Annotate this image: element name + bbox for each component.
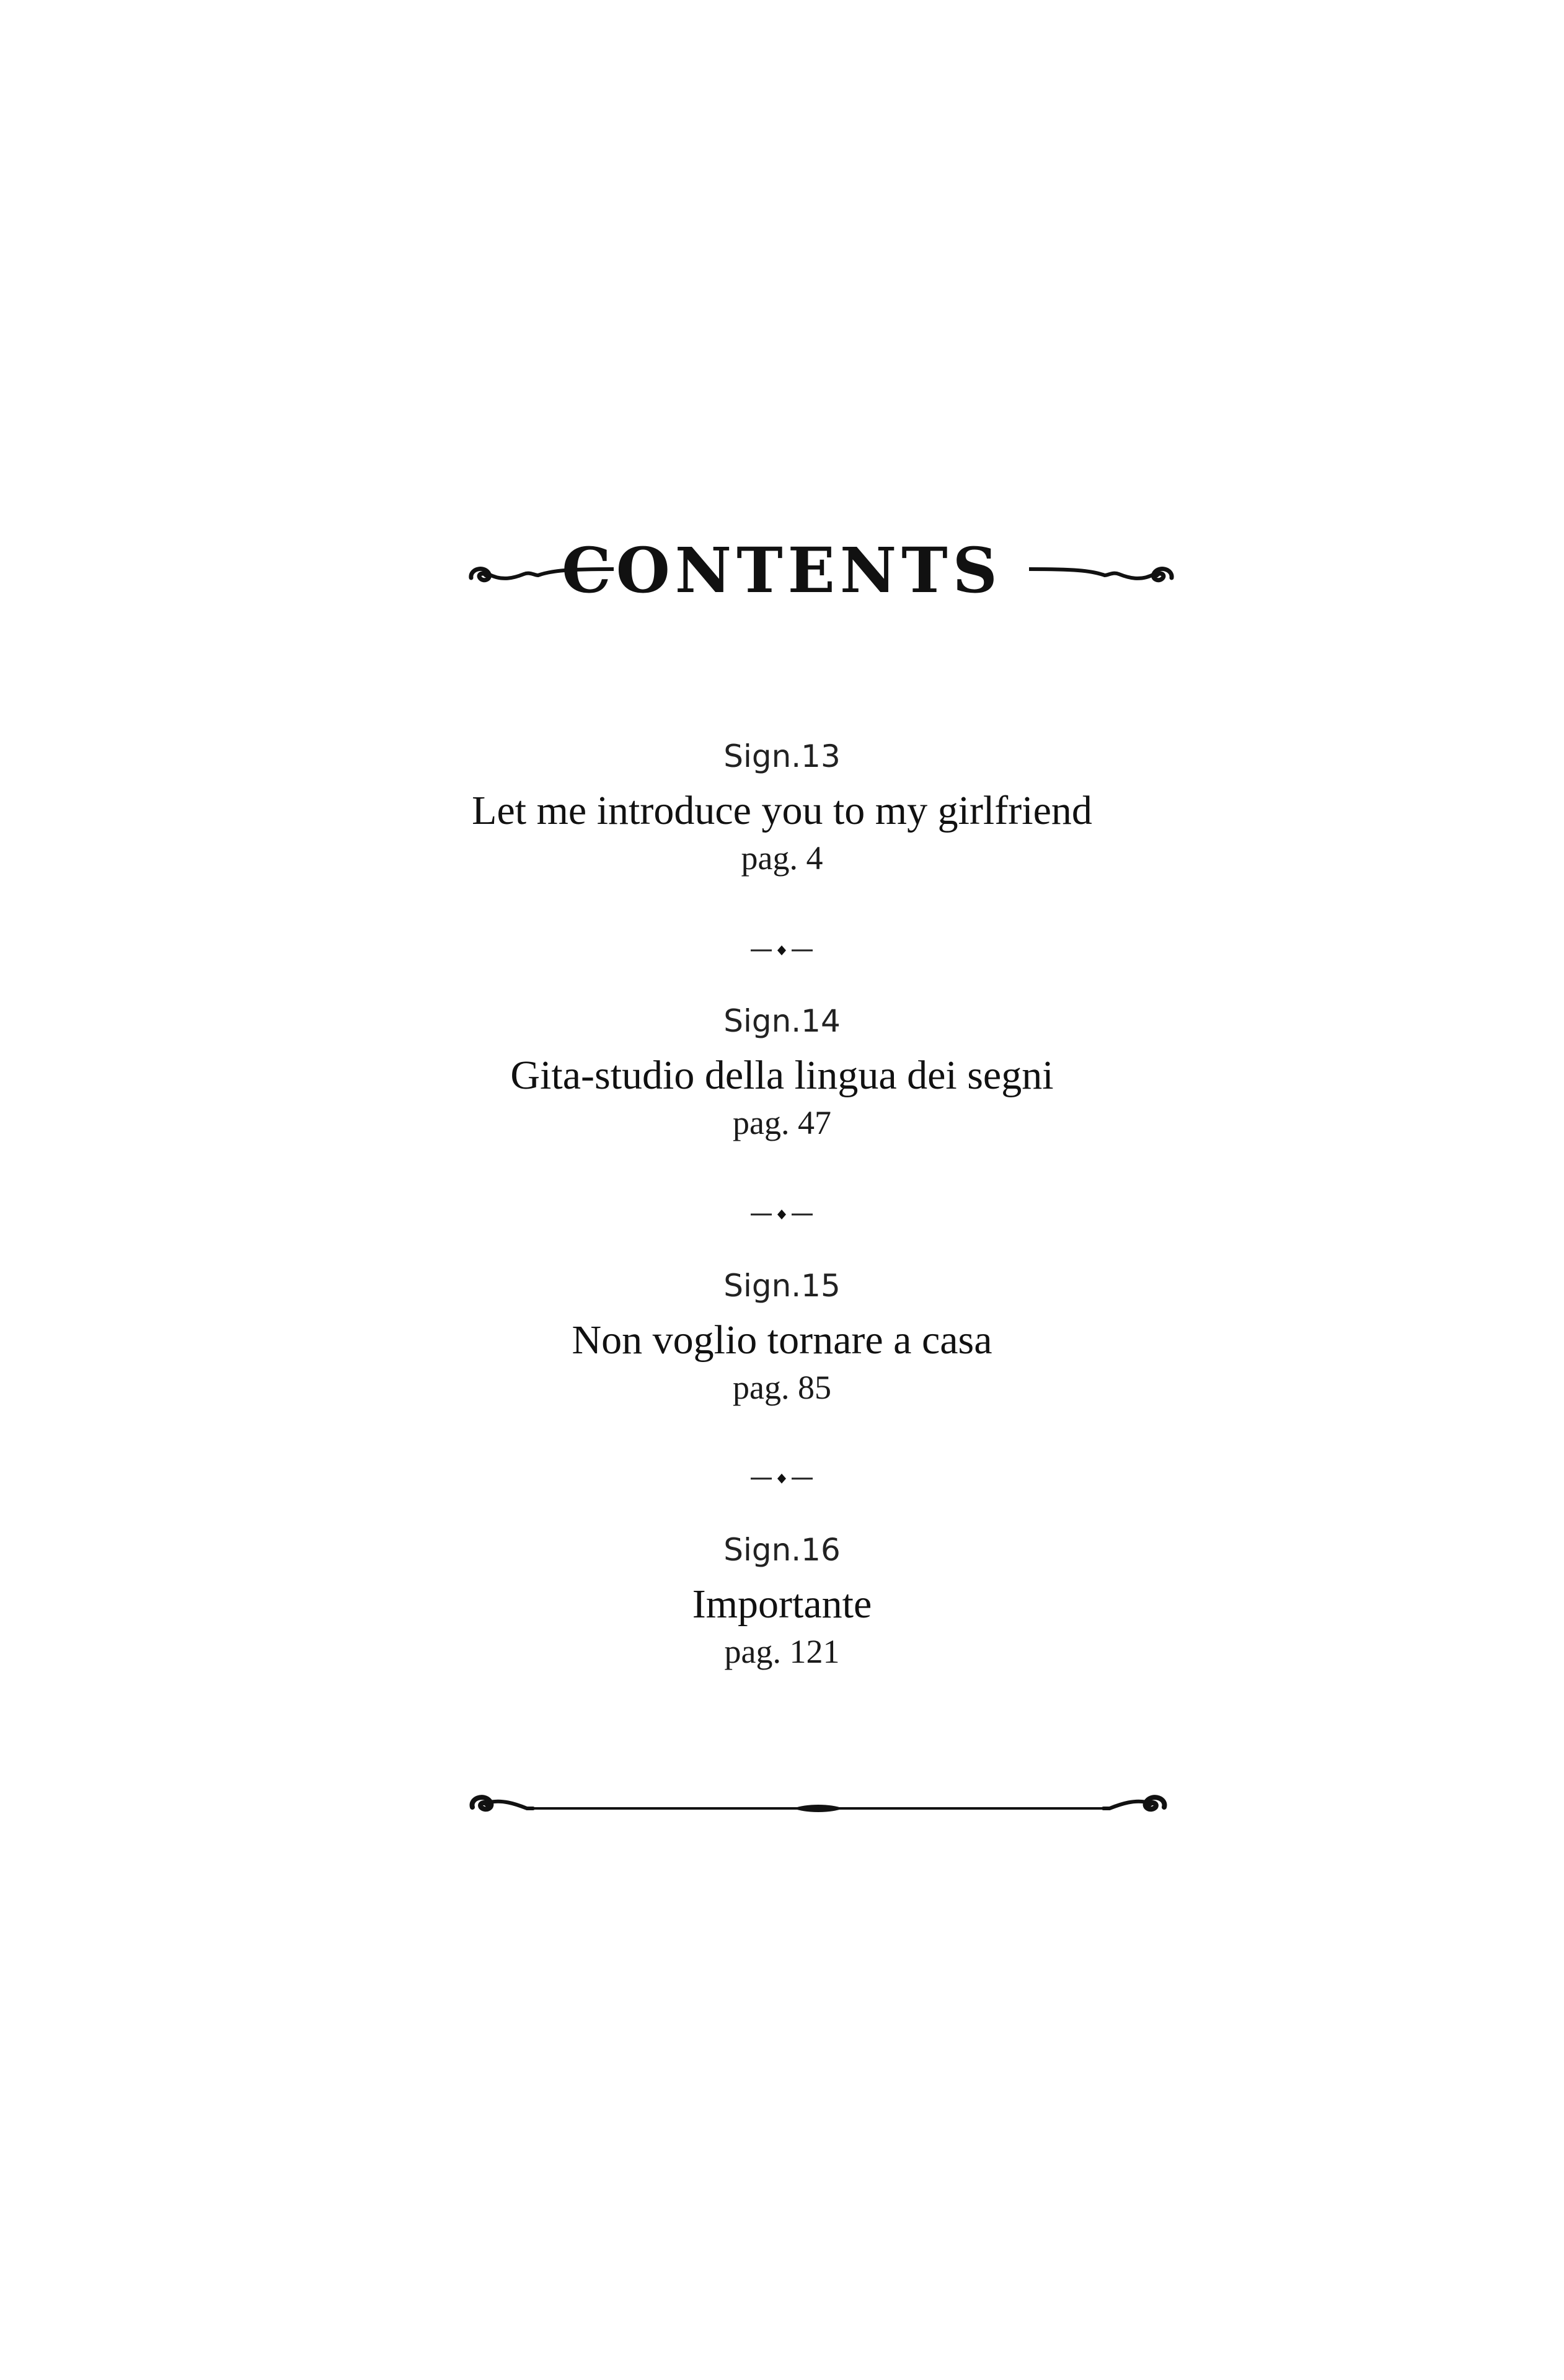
contents-header	[0, 527, 1564, 614]
entry-page-number: pag. 4	[741, 839, 823, 877]
separator-diamond-icon	[751, 941, 813, 960]
entry-page-number: pag. 85	[733, 1369, 831, 1406]
entry-title: Let me introduce you to my girlfriend	[472, 788, 1092, 833]
entry-sign-number: Sign.16	[723, 1532, 841, 1568]
right-flourish-icon	[1029, 546, 1178, 595]
toc-entry-sign-14	[0, 999, 1564, 1143]
entry-title: Gita-studio della lingua dei segni	[510, 1053, 1054, 1098]
separator-diamond-icon	[751, 1469, 813, 1488]
entry-sign-number: Sign.14	[723, 1003, 841, 1039]
page-title: CONTENTS	[562, 534, 1002, 607]
entry-page-number: pag. 121	[724, 1633, 840, 1670]
entry-sign-number: Sign.13	[723, 738, 841, 774]
ornamental-rule-icon	[465, 1782, 1172, 1826]
entry-title: Non voglio tornare a casa	[572, 1317, 992, 1363]
entry-sign-number: Sign.15	[723, 1268, 841, 1304]
entry-title: Importante	[692, 1582, 872, 1627]
separator-diamond-icon	[751, 1205, 813, 1224]
toc-entry-sign-16	[0, 1528, 1564, 1672]
entry-page-number: pag. 47	[733, 1104, 831, 1141]
toc-entry-sign-13	[0, 735, 1564, 878]
toc-entry-sign-15	[0, 1264, 1564, 1408]
